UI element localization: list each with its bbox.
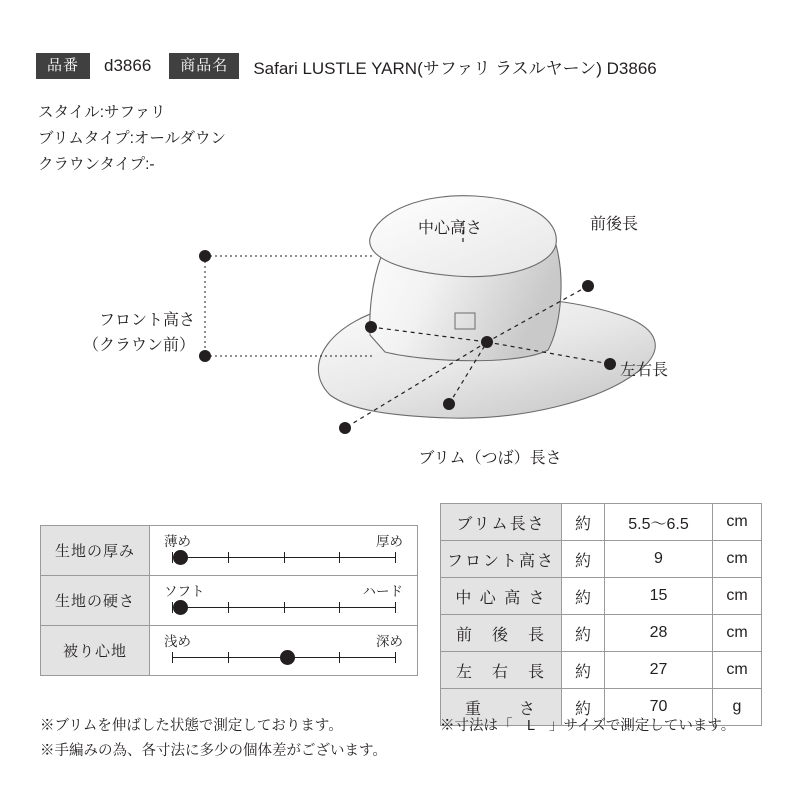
measure-approx-brim: 約: [562, 504, 605, 541]
measure-name-front-back: 前 後 長: [441, 615, 562, 652]
rating-left-end-firmness: ソフト: [164, 584, 205, 599]
notes-right: [440, 714, 735, 739]
table-row: [441, 504, 762, 541]
note-brim-stretched: ※ブリムを伸ばした状態で測定しております。: [40, 718, 343, 734]
rating-label-thickness: 生地の厚み: [41, 526, 150, 576]
note-size-measured: ※寸法は「 L 」サイズで測定しています。: [440, 718, 736, 734]
measure-unit-front-back: cm: [713, 615, 762, 652]
measure-unit-brim: cm: [713, 504, 762, 541]
measure-value-front-height: 9: [605, 541, 713, 578]
measure-unit-weight: g: [713, 689, 762, 726]
measure-name-brim: ブリム長さ: [441, 504, 562, 541]
rating-right-end-firmness: ハード: [362, 584, 403, 599]
label-front-height-line1: フロント高さ: [98, 312, 195, 329]
measure-unit-left-right: cm: [713, 652, 762, 689]
label-center-height: 中心高さ: [418, 220, 483, 237]
measure-value-center-height: 15: [605, 578, 713, 615]
label-brim-length: ブリム（つば）長さ: [418, 450, 562, 467]
rating-right-end-thickness: 厚め: [376, 534, 403, 549]
measurement-table: [440, 503, 762, 726]
measure-approx-left-right: 約: [562, 652, 605, 689]
product-name-value: Safari LUSTLE YARN(サファリ ラスルヤーン) D3866: [253, 58, 657, 78]
measure-name-center-height: 中 心 高 さ: [441, 578, 562, 615]
table-row: [441, 578, 762, 615]
product-code-tag: 品番: [36, 53, 90, 79]
measure-approx-weight: 約: [562, 689, 605, 726]
rating-slider-firmness[interactable]: [150, 576, 418, 626]
measure-value-front-back: 28: [605, 615, 713, 652]
measure-approx-front-back: 約: [562, 615, 605, 652]
slider-track: [172, 657, 395, 658]
measure-approx-front-height: 約: [562, 541, 605, 578]
measure-name-left-right: 左 右 長: [441, 652, 562, 689]
measure-unit-front-height: cm: [713, 541, 762, 578]
rating-label-fit: 被り心地: [41, 626, 150, 676]
slider-track: [172, 557, 395, 558]
rating-left-end-fit: 浅め: [164, 634, 191, 649]
measure-approx-center-height: 約: [562, 578, 605, 615]
table-row: [41, 626, 418, 676]
rating-right-end-fit: 深め: [376, 634, 403, 649]
product-code-value: d3866: [104, 56, 152, 75]
label-front-back: 前後長: [590, 216, 639, 233]
product-name-tag: 商品名: [169, 53, 239, 79]
measure-value-weight: 70: [605, 689, 713, 726]
spec-style: スタイル:サファリ: [38, 104, 166, 121]
header: [36, 52, 657, 80]
measure-value-left-right: 27: [605, 652, 713, 689]
slider-knob[interactable]: [280, 650, 295, 665]
measure-unit-center-height: cm: [713, 578, 762, 615]
table-row: [41, 576, 418, 626]
slider-track: [172, 607, 395, 608]
measure-name-weight: 重 さ: [441, 689, 562, 726]
rating-slider-fit[interactable]: [150, 626, 418, 676]
measure-name-front-height: フロント高さ: [441, 541, 562, 578]
spec-crown-type: クラウンタイプ:-: [38, 156, 155, 173]
hat-measurement-diagram: [0, 160, 800, 490]
measure-value-brim: 5.5〜6.5: [605, 504, 713, 541]
table-row: [441, 541, 762, 578]
spec-brim-type: ブリムタイプ:オールダウン: [38, 130, 226, 147]
table-row: [441, 615, 762, 652]
feel-rating-table: [40, 525, 418, 676]
table-row: [41, 526, 418, 576]
rating-slider-thickness[interactable]: [150, 526, 418, 576]
slider-knob[interactable]: [173, 550, 188, 565]
note-handmade-variation: ※手編みの為、各寸法に多少の個体差がございます。: [40, 743, 387, 759]
label-front-height-line2: （クラウン前）: [82, 337, 195, 354]
table-row: [441, 652, 762, 689]
rating-label-firmness: 生地の硬さ: [41, 576, 150, 626]
notes-left: [40, 714, 387, 764]
label-left-right: 左右長: [620, 362, 669, 379]
rating-left-end-thickness: 薄め: [164, 534, 191, 549]
slider-knob[interactable]: [173, 600, 188, 615]
